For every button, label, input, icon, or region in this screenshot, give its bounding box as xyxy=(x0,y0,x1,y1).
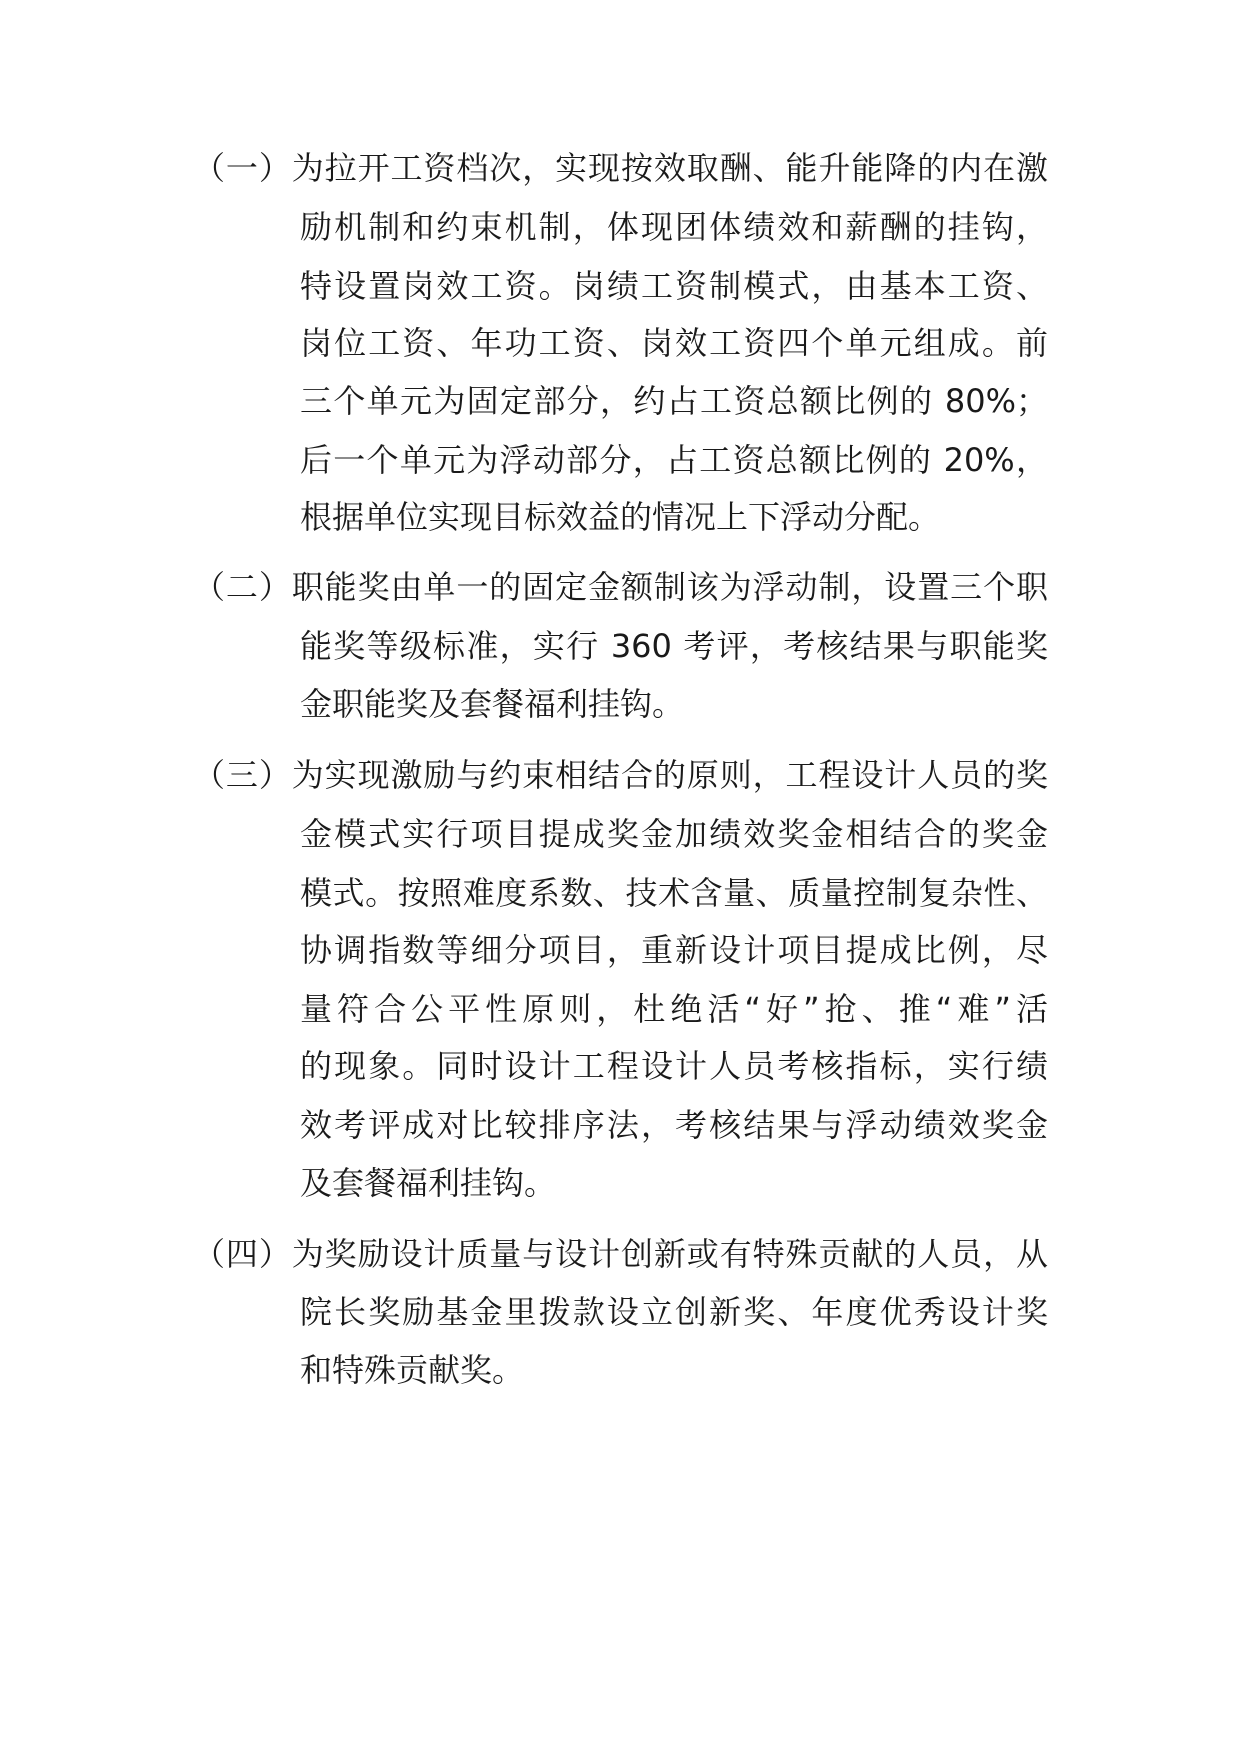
item-3-line-1: （三）为实现激励与约束相结合的原则，工程设计人员的奖 xyxy=(193,756,1048,794)
item-1-line-1: （一）为拉开工资档次，实现按效取酬、能升能降的内在激 xyxy=(193,149,1048,187)
item-1-line-2: 励机制和约束机制，体现团体绩效和薪酬的挂钩， xyxy=(300,208,1048,246)
item-1-line-7: 根据单位实现目标效益的情况上下浮动分配。 xyxy=(300,498,941,536)
item-3-line-2: 金模式实行项目提成奖金加绩效奖金相结合的奖金 xyxy=(300,815,1048,853)
item-3-line-6: 的现象。同时设计工程设计人员考核指标，实行绩 xyxy=(300,1047,1048,1085)
item-3-line-8: 及套餐福利挂钩。 xyxy=(300,1164,557,1202)
item-3-line-7: 效考评成对比较排序法，考核结果与浮动绩效奖金 xyxy=(300,1106,1048,1144)
item-3-line-4: 协调指数等细分项目，重新设计项目提成比例，尽 xyxy=(300,931,1048,969)
item-2-line-1: （二）职能奖由单一的固定金额制该为浮动制，设置三个职 xyxy=(193,568,1048,606)
item-1-line-5: 三个单元为固定部分，约占工资总额比例的 80%； xyxy=(300,382,1048,420)
item-1-line-3: 特设置岗效工资。岗绩工资制模式，由基本工资、 xyxy=(300,267,1048,305)
item-2-line-2: 能奖等级标准，实行 360 考评，考核结果与职能奖 xyxy=(300,627,1048,665)
item-3-line-5: 量符合公平性原则，杜绝活“好”抢、推“难”活 xyxy=(300,990,1048,1028)
item-2-line-3: 金职能奖及套餐福利挂钩。 xyxy=(300,685,685,723)
item-3-line-3: 模式。按照难度系数、技术含量、质量控制复杂性、 xyxy=(300,874,1048,912)
item-1-line-6: 后一个单元为浮动部分，占工资总额比例的 20%， xyxy=(300,441,1048,479)
item-4-line-3: 和特殊贡献奖。 xyxy=(300,1351,525,1389)
item-4-line-2: 院长奖励基金里拨款设立创新奖、年度优秀设计奖 xyxy=(300,1293,1048,1331)
item-4-line-1: （四）为奖励设计质量与设计创新或有特殊贡献的人员，从 xyxy=(193,1235,1048,1273)
item-1-line-4: 岗位工资、年功工资、岗效工资四个单元组成。前 xyxy=(300,324,1048,362)
